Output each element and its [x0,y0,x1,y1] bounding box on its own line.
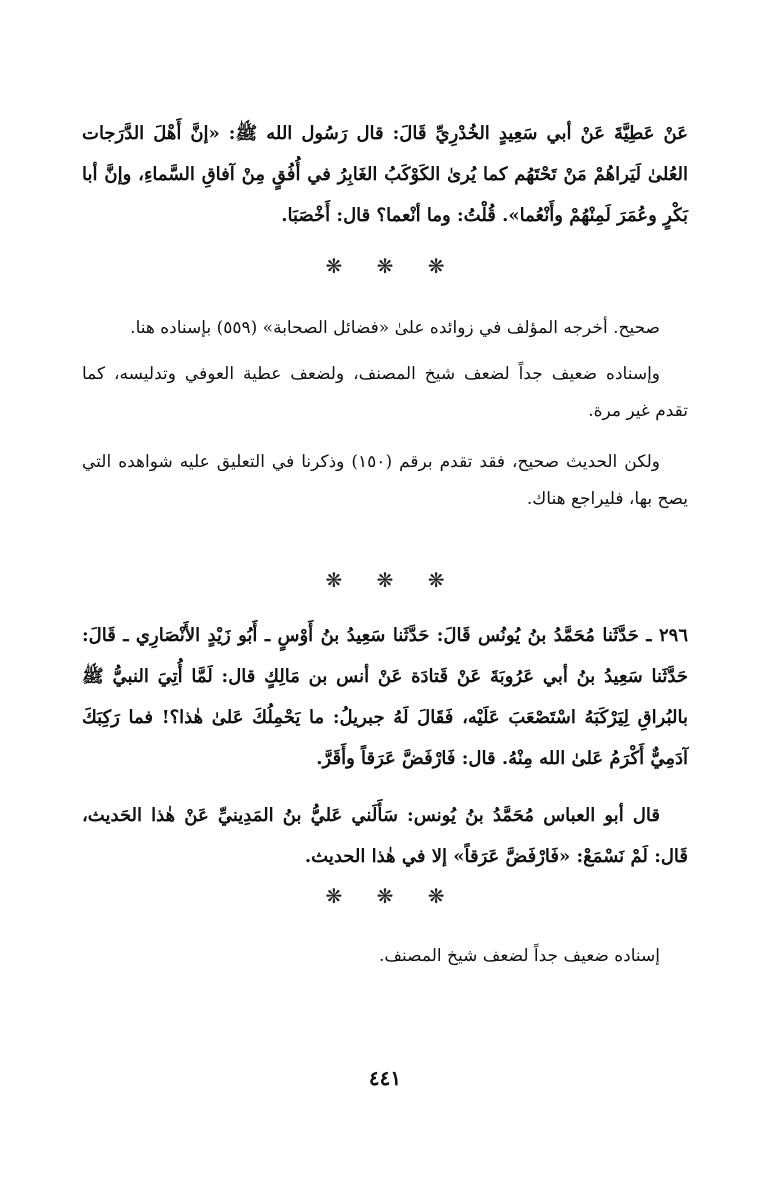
hadith-295-text: عَنْ عَطِيَّةَ عَنْ أبي سَعِيدٍ الخُدْرِيِّ قَالَ: قال رَسُول الله ﷺ: «إنَّ أَهْلَ الدَّرَجات العُلىٰ لَيَراهُمْ مَنْ تَحْتَهُم كما يُرىٰ الكَوْكَبُ الغَابِرُ في أُفُقٍ مِنْ آفاقِ السَّماءِ، وإنَّ أبا بَكْرٍ وعُمَرَ لَمِنْهُمْ وأَنْعُما». قُلْتُ: وما أنْعما؟ قال: أَخْصَبَا. [82,123,688,226]
section-separator [0,568,770,592]
page-number: ٤٤١ [368,1066,402,1090]
separator-star: ❋ [427,568,445,592]
hadith-296-text: ٢٩٦ ـ حَدَّثَنا مُحَمَّدُ بنُ يُونُس قَالَ: حَدَّثَنا سَعِيدُ بنُ أَوْسٍ ـ أَبُو زَيْدٍ الأَنْصَارِي ـ قَالَ: حَدَّثَنا سَعِيدُ بنُ أبي عَرُوبَةَ عَنْ قَتادَة عَنْ أنس بن مَالِكٍ قال: لَمَّا أُتِيَ النبيُّ ﷺ بالبُراقِ لِيَرْكَبَهُ اسْتَصْعَبَ عَلَيْه، فَقَالَ لَهُ جبريلُ: ما يَحْمِلُكَ عَلىٰ هٰذا؟! فما رَكِبَكَ آدَمِيٌّ أَكْرَمُ عَلىٰ الله مِنْهُ. قال: فَارْفَضَّ عَرَقاً وأَقَرَّ. [82,625,688,769]
separator-star: ❋ [376,568,394,592]
hadith-296-note: قال أبو العباس مُحَمَّدُ بنُ يُونس: سَأَلَني عَليُّ بنُ المَدِينيِّ عَنْ هٰذا الحَديث، قَال: لَمْ نَسْمَعْ: «فَارْفَضَّ عَرَقاً» إلا في هٰذا الحديث. [82,805,688,867]
separator-star: ❋ [325,254,343,278]
commentary-paragraph: وإسناده ضعيف جداً لضعف شيخ المصنف، ولضعف عطية العوفي وتدليسه، كما تقدم غير مرة. [82,364,688,421]
separator-star: ❋ [325,568,343,592]
commentary-paragraph: ولكن الحديث صحيح، فقد تقدم برقم (١٥٠) وذكرنا في التعليق عليه شواهده التي يصح بها، فليراجع هناك. [82,452,688,509]
separator-star: ❋ [325,884,343,908]
separator-star: ❋ [376,884,394,908]
commentary-paragraph: إسناده ضعيف جداً لضعف شيخ المصنف. [379,946,660,966]
section-separator [0,884,770,908]
separator-star: ❋ [427,884,445,908]
section-separator [0,254,770,278]
hadith-295-block [82,113,688,236]
commentary-paragraph: صحيح. أخرجه المؤلف في زوائده علىٰ «فضائل الصحابة» (٥٥٩) بإسناده هنا. [130,318,660,338]
commentary-296-block [82,938,688,975]
commentary-295-block [82,310,688,518]
separator-star: ❋ [427,254,445,278]
hadith-296-block [82,615,688,877]
separator-star: ❋ [376,254,394,278]
